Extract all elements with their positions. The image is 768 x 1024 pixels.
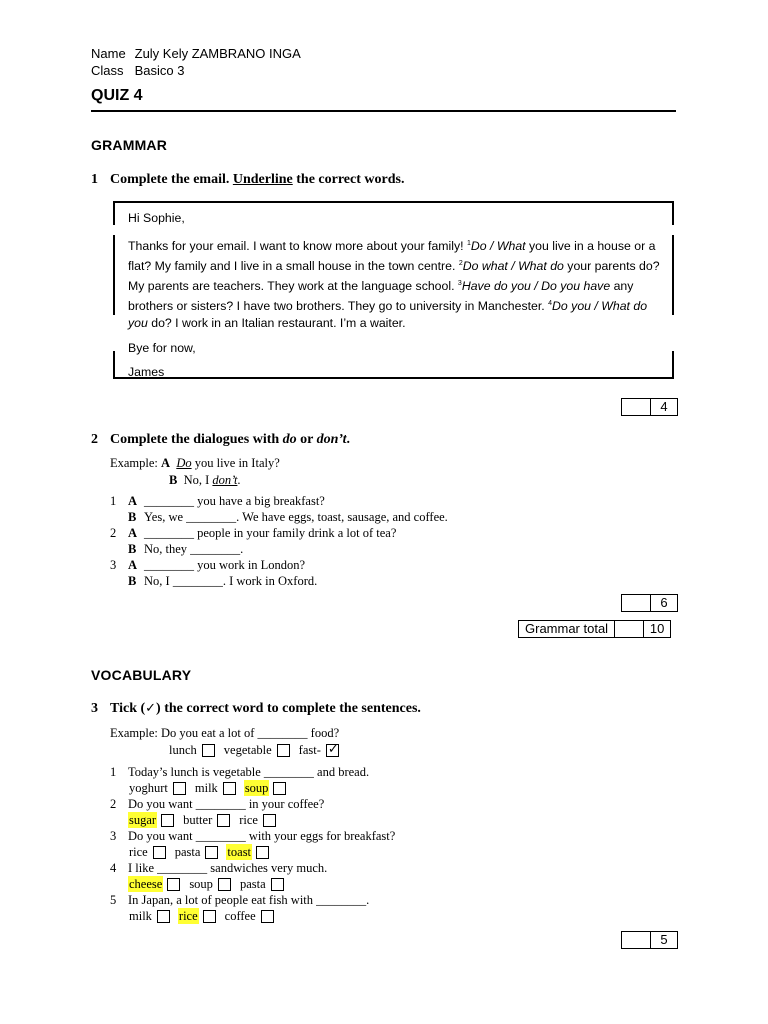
option-checkbox[interactable]: [157, 910, 170, 923]
q3-item-5-sentence: 5 In Japan, a lot of people eat fish with ________.: [110, 893, 370, 907]
grammar-total-max: 10: [644, 620, 671, 638]
option-1: [178, 908, 216, 924]
q3-item-4-options: [110, 876, 395, 892]
q3-score-input[interactable]: [621, 931, 651, 949]
choice-4[interactable]: Do you / What do you: [128, 299, 648, 331]
option-checkbox[interactable]: [161, 814, 174, 827]
email-signature: James: [128, 365, 165, 380]
email-greeting: Hi Sophie,: [128, 211, 185, 225]
option-2: [238, 812, 276, 828]
option-0: [128, 908, 170, 924]
q3-items: [110, 764, 395, 924]
option-word: vegetable: [223, 743, 272, 757]
q3-item-3-options: [110, 844, 395, 860]
q3-instruction: 3 Tick (✓) the correct word to complete the sentences.: [91, 701, 421, 716]
option-checkbox[interactable]: [326, 744, 339, 757]
option-word: milk: [129, 909, 152, 923]
choice-1[interactable]: Do / What: [470, 239, 526, 254]
tick-icon: ✓: [145, 701, 157, 716]
q3-score-box: [621, 931, 678, 949]
q3-item-1-sentence: 1 Today’s lunch is vegetable ________ and bread.: [110, 765, 370, 779]
option-word: sugar: [129, 813, 157, 827]
option-checkbox[interactable]: [173, 782, 186, 795]
q1-score-max: 4: [651, 398, 678, 416]
option-1: [182, 812, 230, 828]
q1-score-input[interactable]: [621, 398, 651, 416]
quiz-title: QUIZ 4: [91, 87, 143, 104]
option-1: [223, 742, 290, 758]
q2-item-3-b[interactable]: B No, I ________. I work in Oxford.: [128, 574, 318, 588]
option-checkbox[interactable]: [167, 878, 180, 891]
option-word: soup: [189, 877, 213, 891]
option-2: [226, 844, 269, 860]
q2-item-3-a[interactable]: 3 A ________ you work in London?: [110, 558, 306, 572]
option-checkbox[interactable]: [205, 846, 218, 859]
option-word: fast-: [298, 743, 321, 757]
option-checkbox[interactable]: [153, 846, 166, 859]
q3-score-max: 5: [651, 931, 678, 949]
option-2: [244, 780, 287, 796]
option-checkbox[interactable]: [217, 814, 230, 827]
option-checkbox[interactable]: [218, 878, 231, 891]
title-rule: [91, 110, 676, 112]
q2-item-1-a[interactable]: 1 A ________ you have a big breakfast?: [110, 494, 325, 508]
option-checkbox[interactable]: [277, 744, 290, 757]
option-2: [239, 876, 284, 892]
choice-3[interactable]: Have do you / Do you have: [461, 279, 611, 294]
q2-item-1-b[interactable]: B Yes, we ________. We have eggs, toast, sausage, and coffee.: [128, 510, 448, 524]
q2-items: [110, 493, 448, 589]
option-checkbox[interactable]: [256, 846, 269, 859]
option-checkbox[interactable]: [223, 782, 236, 795]
class-row: [91, 62, 185, 79]
option-0: [128, 812, 174, 828]
q3-item-2-sentence: 2 Do you want ________ in your coffee?: [110, 797, 325, 811]
q3-item-5-options: [110, 908, 395, 924]
q1-score-box: [621, 398, 678, 416]
q2-score-input[interactable]: [621, 594, 651, 612]
option-2: [298, 742, 339, 758]
option-word: rice: [129, 845, 148, 859]
q2-number: 2: [91, 432, 98, 447]
name-label: Name: [91, 46, 126, 61]
option-word: cheese: [129, 877, 163, 891]
vocabulary-section-title: VOCABULARY: [91, 667, 192, 683]
q2-item-2-b[interactable]: B No, they ________.: [128, 542, 244, 556]
option-word: lunch: [169, 743, 197, 757]
student-name: Zuly Kely ZAMBRANO INGA: [134, 46, 301, 61]
option-1: [188, 876, 231, 892]
option-word: milk: [194, 781, 218, 795]
q3-example-sentence: Example: Do you eat a lot of ________ food?: [110, 726, 340, 740]
class-name: Basico 3: [134, 63, 185, 78]
q2-instruction: 2 Complete the dialogues with do or don’t.: [91, 432, 350, 447]
grammar-total-box: [518, 620, 671, 638]
option-0: [168, 742, 215, 758]
q3-item-4-sentence: 4 I like ________ sandwiches very much.: [110, 861, 328, 875]
option-2: [224, 908, 274, 924]
option-checkbox[interactable]: [271, 878, 284, 891]
class-label: Class: [91, 63, 124, 78]
q3-item-3-sentence: 3 Do you want ________ with your eggs for breakfast?: [110, 829, 396, 843]
email-box-top: [113, 201, 674, 203]
option-checkbox[interactable]: [261, 910, 274, 923]
q2-example-b: B No, I don’t.: [169, 473, 241, 487]
option-word: yoghurt: [129, 781, 168, 795]
option-word: rice: [178, 909, 198, 923]
name-row: [91, 45, 301, 62]
option-checkbox[interactable]: [202, 744, 215, 757]
q2-score-max: 6: [651, 594, 678, 612]
q1-number: 1: [91, 172, 98, 187]
option-1: [174, 844, 219, 860]
q2-score-box: [621, 594, 678, 612]
option-0: [128, 844, 166, 860]
q2-item-2-a[interactable]: 2 A ________ people in your family drink a lot of tea?: [110, 526, 397, 540]
q3-item-2-options: [110, 812, 395, 828]
q3-item-1-options: [110, 780, 395, 796]
option-word: pasta: [174, 845, 201, 859]
option-word: butter: [183, 813, 213, 827]
q3-number: 3: [91, 701, 98, 716]
option-word: toast: [227, 845, 252, 859]
grammar-total-label: Grammar total: [518, 620, 614, 638]
option-word: pasta: [239, 877, 266, 891]
option-1: [194, 780, 236, 796]
option-0: [128, 876, 180, 892]
option-checkbox[interactable]: [263, 814, 276, 827]
option-0: [128, 780, 186, 796]
choice-2[interactable]: Do what / What do: [462, 259, 564, 274]
grammar-total-input[interactable]: [614, 620, 644, 638]
q3-example-options: [168, 742, 347, 758]
email-text: [128, 210, 664, 381]
q2-example-a: Example: A Do you live in Italy?: [110, 456, 280, 470]
option-checkbox[interactable]: [203, 910, 216, 923]
option-word: rice: [239, 813, 258, 827]
email-closing: Bye for now,: [128, 341, 196, 356]
option-word: coffee: [224, 909, 256, 923]
option-checkbox[interactable]: [273, 782, 286, 795]
email-paragraph: Thanks for your email. I want to know more about your family! $^1$Do / What you live in a house or a flat? My family and I live in a small house in the town centre. $^2$Do what / What do your parents do? My parents are teachers. They work at the language school. $^3$Have do you / Do you have any brothers or sisters? I have two brothers. They go to university in Manchester. $^4$Do you / What do you do? I work in an Italian restaurant. I’m a waiter.: [128, 239, 660, 331]
grammar-section-title: GRAMMAR: [91, 137, 168, 153]
option-word: soup: [244, 781, 269, 795]
q1-instruction: 1 Complete the email. Underline the correct words.: [91, 172, 405, 187]
